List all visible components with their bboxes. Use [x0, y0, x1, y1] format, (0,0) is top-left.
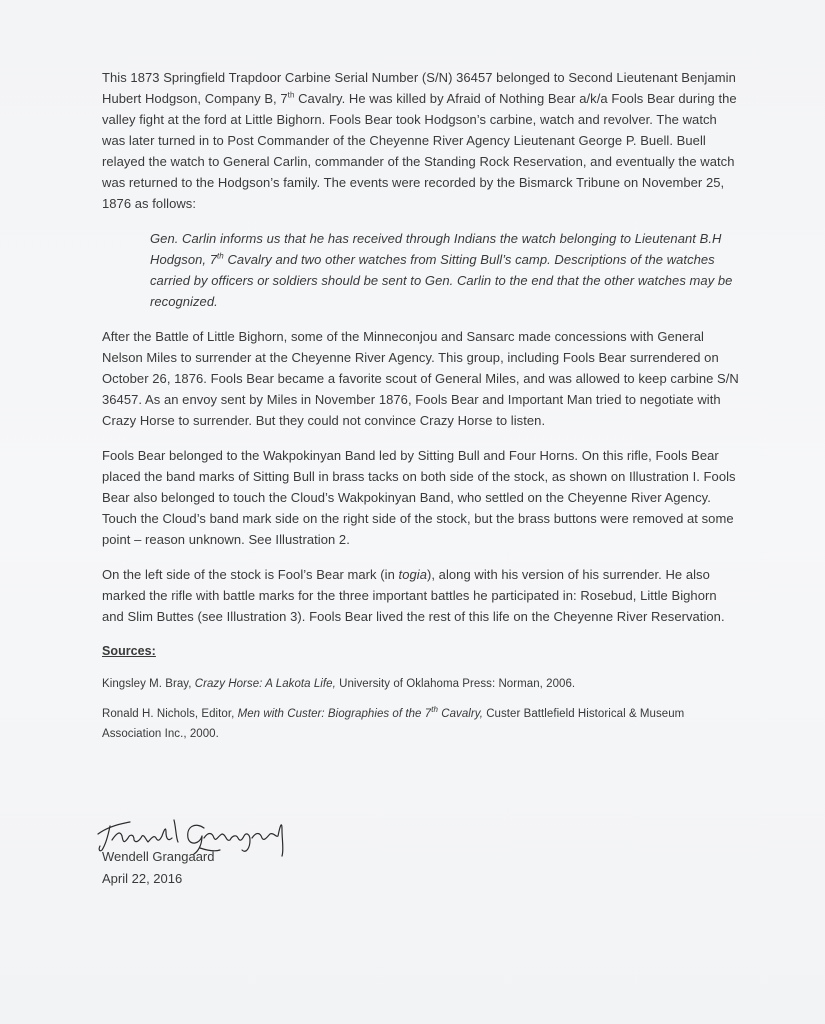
signature-date: April 22, 2016 — [102, 871, 183, 886]
signer-name: Wendell Grangaard — [102, 849, 215, 864]
paragraph-band-marks: Fools Bear belonged to the Wakpokinyan Band led by Sitting Bull and Four Horns. On this rifle, Fools Bear placed the band marks of Sitting Bull in brass tacks on both side of the stock, as shown on Illustration I. Fools Bear also belonged to touch the Cloud’s Wakpokinyan Band, who settled on the Cheyenne River Agency. Touch the Cloud’s band mark side on the right side of the stock, but the brass buttons were removed at some point – reason unknown. See Illustration 2. — [102, 448, 736, 547]
paragraph-surrender: After the Battle of Little Bighorn, some of the Minneconjou and Sansarc made concessions with General Nelson Miles to surrender at the Cheyenne River Agency. This group, including Fools Bear surrendered on October 26, 1876. Fools Bear became a favorite scout of General Miles, and was allowed to keep carbine S/N 36457. As an envoy sent by Miles in November 1876, Fools Bear and Important Man tried to negotiate with Crazy Horse to surrender. But they could not convince Crazy Horse to listen. — [102, 329, 739, 428]
quote-bismarck-tribune: Gen. Carlin informs us that he has received through Indians the watch belonging to Lieutenant B.H Hodgson, 7th Cavalry and two other watches from Sitting Bull’s camp. Descriptions of the watches carried by officers or soldiers should be sent to Gen. Carlin to the end that the other watches may be recognized. — [150, 231, 733, 309]
source-item: Ronald H. Nichols, Editor, Men with Custer: Biographies of the 7th Cavalry, Custer Battlefield Historical & Museum Association Inc., 2000. — [102, 705, 685, 740]
paragraph-left-side-stock: On the left side of the stock is Fool’s Bear mark (in togia), along with his version of his surrender. He also marked the rifle with battle marks for the three important battles he participated in: Rosebud, Little Bighorn and Slim Buttes (see Illustration 3). Fools Bear lived the rest of this life on the Cheyenne River Reservation. — [102, 567, 725, 624]
paragraph-hodgson: This 1873 Springfield Trapdoor Carbine Serial Number (S/N) 36457 belonged to Second Lieutenant Benjamin Hubert Hodgson, Company B, 7th Cavalry. He was killed by Afraid of Nothing Bear a/k/a Fools Bear during the valley fight at the ford at Little Bighorn. Fools Bear took Hodgson’s carbine, watch and revolver. The watch was later turned in to Post Commander of the Cheyenne River Agency Lieutenant George P. Buell. Buell relayed the watch to General Carlin, commander of the Standing Rock Reservation, and eventually the watch was returned to the Hodgson’s family. The events were recorded by the Bismarck Tribune on November 25, 1876 as follows: — [102, 70, 737, 211]
sources-heading: Sources: — [102, 644, 156, 658]
source-item: Kingsley M. Bray, Crazy Horse: A Lakota Life, University of Oklahoma Press: Norman, 2006. — [102, 678, 576, 690]
document-body — [102, 67, 742, 754]
